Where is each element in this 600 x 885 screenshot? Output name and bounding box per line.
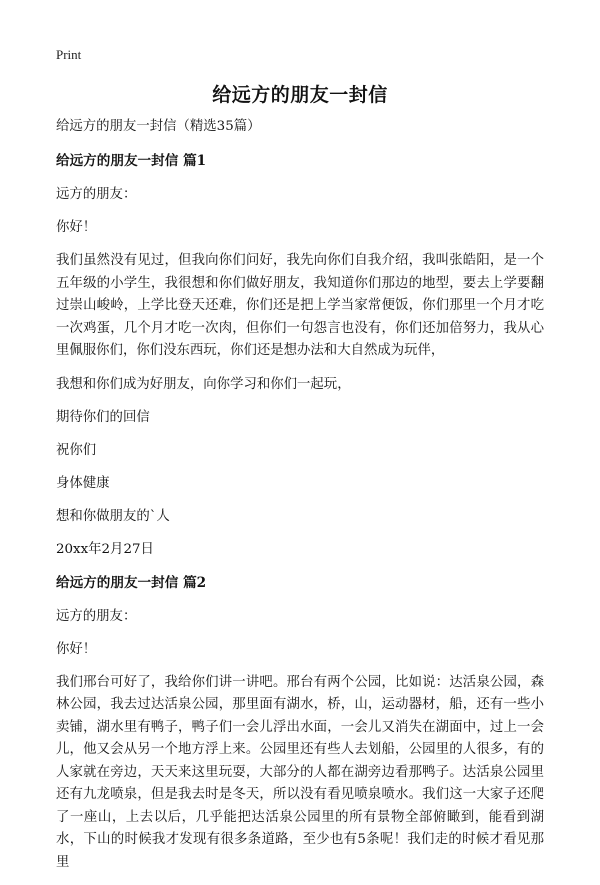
section-1-greeting: 远方的朋友： <box>56 187 137 202</box>
section-1-date: 20xx年2月27日 <box>56 541 154 557</box>
section-heading-2: 给远方的朋友一封信 篇2 <box>56 574 207 591</box>
print-label: Print <box>56 47 82 62</box>
document-content <box>56 116 544 885</box>
section-1-line-5: 想和你做朋友的`人 <box>56 508 170 524</box>
section-1-hello: 你好！ <box>56 220 97 235</box>
page-title: 给远方的朋友一封信 <box>212 84 388 106</box>
section-2-body: 我们邢台可好了，我给你们讲一讲吧。邢台有两个公园，比如说：达活泉公园，森林公园，我去过达活泉公园，那里面有湖水，桥，山，运动器材，船，还有一些小卖铺，湖水里有鸭子，鸭子们一会儿浮出水面，一会儿又消失在湖面中，过上一会儿，他又会从另一个地方浮上来。公园里还有些人去划船，公园里的人很多，有的人家就在旁边，天天来这里玩耍，大部分的人都在湖旁边看那鸭子。达活泉公园里还有九龙喷泉，但是我去时是冬天，所以没有看见喷泉喷水。我们这一大家子还爬了一座山，上去以后，几乎能把达活泉公园里的所有景物全部俯瞰到，能看到湖水，下山的时候我才发现有很多条道路，至少也有5条呢！我们走的时候才看见那里 <box>56 674 544 870</box>
document-subtitle: 给远方的朋友一封信（精选35篇） <box>56 119 261 134</box>
section-1-line-2: 期待你们的回信 <box>56 409 150 425</box>
section-1-body: 我们虽然没有见过，但我向你们问好，我先向你们自我介绍，我叫张皓阳，是一个五年级的小学生，我很想和你们做好朋友，我知道你们那边的地型，要去上学要翻过崇山峻岭，上学比登天还难，你们还是把上学当家常便饭，你们那里一个月才吃一次鸡蛋，几个月才吃一次肉，但你们一句怨言也没有，你们还加倍努力，我从心里佩服你们，你们没东西玩，你们还是想办法和大自然成为玩伴， <box>56 253 544 358</box>
section-1-line-4: 身体健康 <box>56 475 110 491</box>
section-2-hello: 你好！ <box>56 641 97 657</box>
section-1-line-1: 我想和你们成为好朋友，向你学习和你们一起玩， <box>56 376 351 392</box>
section-2-greeting: 远方的朋友： <box>56 608 137 624</box>
section-1-line-3: 祝你们 <box>56 442 97 458</box>
section-heading-1: 给远方的朋友一封信 篇1 <box>56 153 207 169</box>
